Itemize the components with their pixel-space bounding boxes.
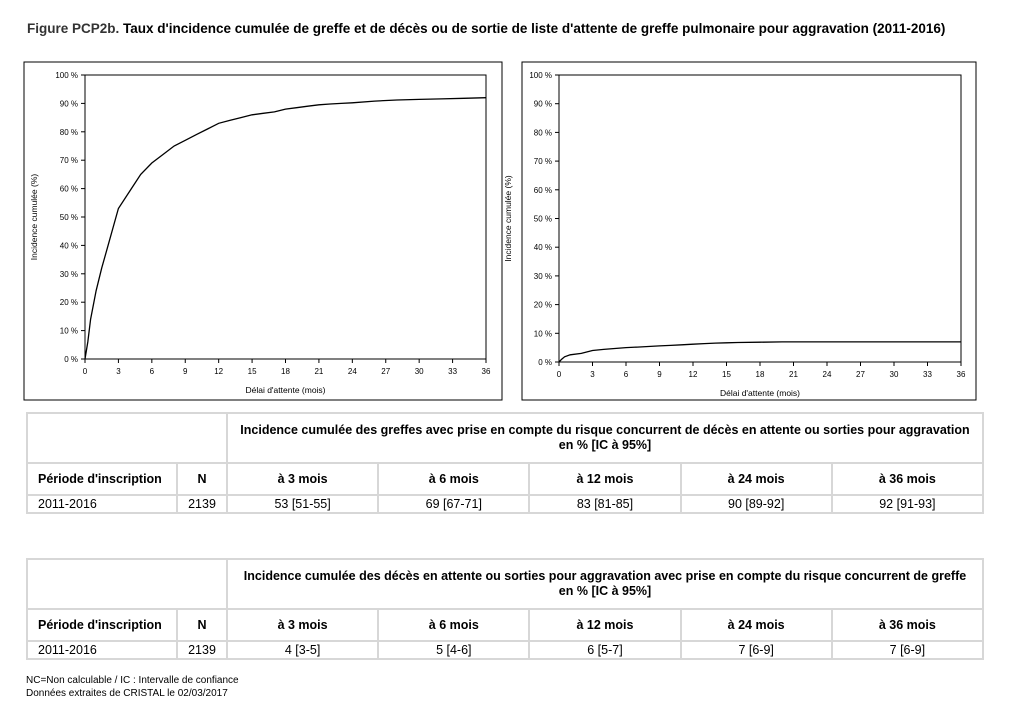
col-header: à 12 mois [529, 463, 680, 495]
y-tick-label: 100 % [55, 71, 78, 80]
y-tick-label: 20 % [533, 300, 552, 310]
caption-unit: en % [IC à 95%] [558, 584, 652, 598]
plot-frame [85, 75, 486, 359]
y-tick-label: 10 % [59, 326, 78, 336]
cell-periode: 2011-2016 [27, 495, 177, 513]
cell-value: 90 [89-92] [681, 495, 832, 513]
y-tick-label: 10 % [533, 329, 552, 339]
col-header: à 6 mois [378, 463, 529, 495]
chart-deces [503, 71, 966, 398]
y-tick-label: 20 % [59, 298, 78, 308]
y-tick-label: 90 % [533, 99, 552, 109]
x-tick-label: 24 [347, 367, 357, 376]
cell-value: 4 [3-5] [227, 641, 378, 659]
x-tick-label: 21 [314, 367, 324, 376]
y-tick-label: 0 % [64, 355, 78, 364]
cell-value: 7 [6-9] [681, 641, 832, 659]
x-tick-label: 33 [448, 367, 458, 376]
col-header: à 36 mois [832, 463, 983, 495]
table-caption [227, 559, 983, 609]
x-tick-label: 6 [623, 370, 629, 379]
y-tick-label: 100 % [529, 71, 552, 80]
y-axis-label: Incidence cumulée (%) [503, 175, 513, 262]
x-tick-label: 6 [149, 367, 155, 376]
figure-label: Figure PCP2b. [27, 21, 120, 36]
x-tick-label: 15 [247, 367, 257, 376]
x-tick-label: 24 [822, 370, 832, 379]
y-tick-label: 80 % [533, 128, 552, 138]
y-tick-label: 0 % [538, 358, 552, 367]
cell-value: 53 [51-55] [227, 495, 378, 513]
col-header-periode: Période d'inscription [27, 609, 177, 641]
table-caption [227, 413, 983, 463]
table-greffes [26, 412, 984, 514]
x-tick-label: 12 [214, 367, 224, 376]
cell-value: 5 [4-6] [378, 641, 529, 659]
col-header: à 24 mois [681, 609, 832, 641]
x-axis-label: Délai d'attente (mois) [245, 385, 326, 395]
x-tick-label: 18 [281, 367, 290, 376]
y-tick-label: 80 % [59, 127, 78, 137]
y-tick-label: 70 % [533, 157, 552, 167]
table-corner [27, 413, 227, 463]
chart-panel-right [522, 62, 976, 400]
cell-value: 69 [67-71] [378, 495, 529, 513]
table-corner [27, 559, 227, 609]
y-tick-label: 30 % [59, 269, 78, 279]
y-tick-label: 30 % [533, 271, 552, 281]
chart-greffe [29, 71, 491, 395]
cell-periode: 2011-2016 [27, 641, 177, 659]
cell-n: 2139 [177, 641, 227, 659]
cell-n: 2139 [177, 495, 227, 513]
x-tick-label: 9 [183, 367, 188, 376]
cell-value: 83 [81-85] [529, 495, 680, 513]
col-header: à 12 mois [529, 609, 680, 641]
y-tick-label: 60 % [59, 184, 78, 194]
cell-value: 7 [6-9] [832, 641, 983, 659]
table-deces [26, 558, 984, 660]
y-tick-label: 40 % [59, 241, 78, 251]
y-tick-label: 40 % [533, 243, 552, 253]
col-header-n: N [177, 463, 227, 495]
x-tick-label: 18 [755, 370, 765, 379]
x-tick-label: 0 [82, 367, 88, 376]
caption-unit: en % [IC à 95%] [558, 438, 652, 452]
y-tick-label: 60 % [533, 185, 552, 195]
x-tick-label: 9 [657, 370, 662, 379]
x-tick-label: 27 [381, 367, 391, 376]
x-tick-label: 36 [956, 370, 966, 379]
series-line [559, 342, 961, 362]
col-header: à 24 mois [681, 463, 832, 495]
x-tick-label: 15 [722, 370, 731, 379]
series-line [85, 98, 486, 359]
x-tick-label: 27 [856, 370, 865, 379]
x-tick-label: 33 [923, 370, 932, 379]
y-tick-label: 70 % [59, 156, 78, 166]
caption-main: Incidence cumulée des greffes avec prise en compte du risque concurrent de décès en attente ou sorties pour aggravation [240, 423, 970, 437]
col-header: à 3 mois [227, 609, 378, 641]
y-tick-label: 50 % [533, 214, 552, 224]
x-tick-label: 3 [590, 370, 595, 379]
col-header: à 3 mois [227, 463, 378, 495]
cell-value: 6 [5-7] [529, 641, 680, 659]
col-header: à 36 mois [832, 609, 983, 641]
plot-frame [559, 75, 961, 362]
caption-main: Incidence cumulée des décès en attente ou sorties pour aggravation avec prise en compte du risque concurrent de greffe [243, 569, 967, 583]
x-tick-label: 21 [789, 370, 798, 379]
table-row [27, 641, 983, 659]
col-header: à 6 mois [378, 609, 529, 641]
x-tick-label: 3 [116, 367, 121, 376]
table-row [27, 495, 983, 513]
y-tick-label: 50 % [59, 213, 78, 222]
footnote-line: Données extraites de CRISTAL le 02/03/2017 [26, 688, 228, 699]
footnote-line: NC=Non calculable / IC : Intervalle de confiance [26, 675, 239, 686]
x-tick-label: 12 [688, 370, 698, 379]
x-tick-label: 36 [481, 367, 491, 376]
x-axis-label: Délai d'attente (mois) [719, 388, 801, 398]
col-header-periode: Période d'inscription [27, 463, 177, 495]
footnote [26, 674, 239, 700]
figure-title-text: Taux d'incidence cumulée de greffe et de décès ou de sortie de liste d'attente de greffe pulmonaire pour aggravation (2011-2016) [123, 21, 946, 36]
x-tick-label: 30 [889, 370, 899, 379]
x-tick-label: 0 [556, 370, 562, 379]
y-axis-label: Incidence cumulée (%) [29, 173, 39, 261]
y-tick-label: 90 % [59, 99, 78, 109]
x-tick-label: 30 [414, 367, 424, 376]
col-header-n: N [177, 609, 227, 641]
cell-value: 92 [91-93] [832, 495, 983, 513]
